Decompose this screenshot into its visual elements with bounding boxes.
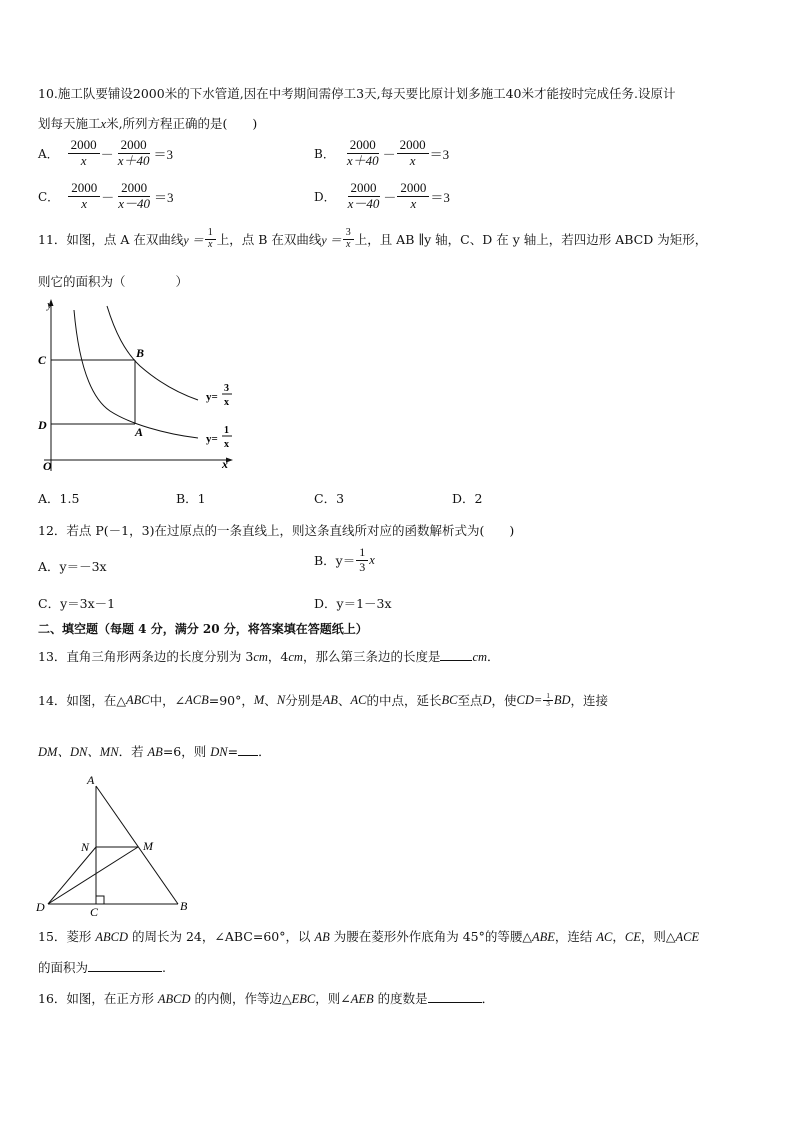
rhs: ＝3 — [153, 189, 174, 205]
q14-label-n: N — [81, 840, 90, 854]
q14-text: ． — [258, 744, 271, 759]
frac-num: 2000 — [118, 138, 150, 154]
q11-line1 — [38, 228, 707, 250]
q14-line1 — [38, 691, 608, 709]
q15-text: 15．菱形 — [38, 929, 96, 944]
q16-text: ． — [481, 991, 495, 1006]
frac-num: 2000 — [118, 181, 150, 197]
q14-label-a: A — [87, 773, 95, 787]
q10-line2-text-a: 划每天施工 — [38, 116, 101, 131]
q13-text-a: 13．直角三角形两条边的长度分别为 3 — [38, 649, 254, 664]
q16-text: 16．如图，在正方形 — [38, 991, 158, 1006]
q11-text-a: 11．如图，点 A 在双曲线 — [38, 232, 184, 247]
frac-num: 1 — [205, 228, 216, 240]
q15-triangle-ace: ACE — [675, 930, 700, 944]
frac-den: x — [409, 152, 416, 168]
q10-var-x: x — [100, 117, 107, 131]
q12-option-a[interactable]: A．y＝－3x — [38, 559, 107, 574]
q14-line2 — [38, 742, 271, 760]
frac-num: 2000 — [347, 138, 379, 154]
frac-num: 1 — [356, 546, 368, 561]
q14-label-c: C — [90, 905, 99, 919]
frac-den: x＋40 — [117, 152, 150, 168]
q12-option-d[interactable]: D．y＝1－3x — [314, 596, 392, 611]
q14-point-d: D — [482, 692, 492, 707]
q13-answer-blank[interactable] — [440, 648, 472, 661]
q13-text-d: ． — [487, 649, 500, 664]
q15-text: 的面积为 — [38, 960, 89, 975]
q14-segment-ab — [96, 786, 178, 904]
q10-line2 — [38, 114, 257, 132]
q11-curve2-lhs: y= — [206, 433, 218, 445]
q11-curve2-den: x — [224, 439, 229, 450]
frac-num: 3 — [343, 228, 354, 240]
frac-num: 2000 — [68, 138, 100, 154]
frac-num: 2000 — [397, 181, 429, 197]
q14-segment-dm — [48, 847, 138, 904]
q11-y2-lhs: y ＝ — [321, 232, 342, 247]
option-label: A． — [38, 146, 59, 161]
frac-den: x — [207, 238, 213, 250]
q11-line2: 则它的面积为（ ） — [38, 274, 189, 289]
q11-figure — [30, 296, 250, 476]
q15-text: . — [162, 960, 166, 975]
q13-unit-1: cm — [253, 650, 268, 664]
q14-segment-ac: AC — [350, 692, 367, 707]
q13-unit-2: cm — [288, 650, 303, 664]
q11-label-y: y — [47, 299, 52, 311]
q14-separator: 、 — [264, 693, 277, 708]
q10-line2-text-b: 米,所列方程正确的是( ) — [106, 116, 258, 131]
q11-text-c: 上，且 AB ∥y 轴，C、D 在 y 轴上，若四边形 ABCD 为矩形， — [354, 232, 708, 247]
q14-answer-blank[interactable] — [238, 743, 258, 756]
q11-y1-lhs: y ＝ — [183, 232, 204, 247]
option-label: C． — [38, 189, 60, 204]
q16-answer-blank[interactable] — [428, 990, 482, 1003]
q15-text: ，连结 — [554, 929, 597, 944]
q10-option-b[interactable]: B． $\frac{2000}{x+40}$ － $\frac{2000}{x}$ ＝3 — [314, 137, 450, 168]
q14-segment-ab: AB — [147, 745, 163, 759]
q11-label-c: C — [38, 353, 47, 367]
q13-text-c: ，那么第三条边的长度是 — [302, 649, 441, 664]
q15-triangle-abe: ABE — [531, 930, 555, 944]
q11-curve2-num: 1 — [224, 425, 229, 436]
q10-option-d[interactable]: D． $\frac{2000}{x-40}$ － $\frac{2000}{x}$ ＝3 — [314, 180, 450, 211]
q16-angle-aeb: AEB — [350, 992, 374, 1006]
q14-segment-dn — [48, 847, 96, 904]
option-label: D． — [314, 189, 336, 204]
q11-option-b[interactable]: B．1 — [176, 491, 206, 506]
q14-right-angle-mark — [96, 896, 104, 904]
q11-label-o: O — [43, 459, 52, 473]
q14-segment-dn: DN — [210, 745, 228, 759]
q15-rhombus-name: ABCD — [95, 930, 129, 944]
q14-text: ．若 — [118, 744, 148, 759]
rhs: ＝3 — [429, 146, 450, 162]
q14-segment-bd: BD — [553, 692, 571, 707]
q10-option-c[interactable]: C． $\frac{2000}{x}$ － $\frac{2000}{x-40}$ ＝3 — [38, 180, 174, 211]
q11-curve1-den: x — [224, 397, 229, 408]
section-heading-fill-in: 二、填空题（每题 4 分，满分 20 分，将答案填在答题纸上） — [38, 622, 368, 636]
q11-curve-1-over-x — [74, 310, 198, 438]
frac-den: x－40 — [347, 195, 380, 211]
frac-den: 3 — [546, 699, 550, 708]
q15-text: ，则△ — [640, 929, 676, 944]
q14-label-b: B — [180, 899, 188, 913]
frac-num: 2000 — [68, 181, 100, 197]
frac-num: 1 — [543, 693, 553, 701]
q13-text — [38, 647, 500, 665]
option-label: B．y＝ — [314, 553, 356, 569]
q14-text: 中，∠ — [149, 693, 186, 708]
q15-line1 — [38, 927, 699, 945]
q15-segment-ce: CE — [624, 930, 641, 944]
q14-point-m: M — [253, 692, 265, 707]
q11-label-b: B — [136, 346, 145, 360]
q14-text: =90°， — [208, 693, 254, 708]
q16-text: ，则∠ — [315, 991, 351, 1006]
q11-text-b: 上，点 B 在双曲线 — [216, 232, 322, 247]
q15-text: 为腰在菱形外作底角为 45°的等腰△ — [329, 929, 532, 944]
q10-option-a[interactable]: A． $\frac{2000}{x}$ － $\frac{2000}{x+40}$ ＝3 — [38, 137, 173, 168]
frac-den: x＋40 — [346, 152, 379, 168]
q11-option-a[interactable]: A．1.5 — [38, 491, 80, 506]
q12-var-x: x — [369, 552, 375, 567]
q14-text: 的中点，延长 — [366, 693, 442, 708]
q13-unit-3: cm — [472, 650, 488, 664]
frac-den: 3 — [359, 559, 366, 574]
q11-label-x: x — [222, 457, 228, 471]
q14-angle-name: ACB — [185, 692, 209, 707]
q11-option-c[interactable]: C．3 — [314, 491, 345, 506]
q10-line1: 10.施工队要铺设2000米的下水管道,因在中考期间需停工3天,每天要比原计划多施工40米才能按时完成任务.设原计 — [38, 86, 676, 101]
q14-text: 14．如图，在△ — [38, 693, 127, 708]
frac-den: x — [81, 195, 88, 211]
q12-option-c[interactable]: C．y＝3x－1 — [38, 596, 116, 611]
option-label: B． — [314, 146, 335, 161]
q15-answer-blank[interactable] — [88, 959, 162, 972]
q14-cd-eq: CD= — [516, 692, 543, 707]
q14-text: = — [227, 744, 239, 759]
q15-segment-ac: AC — [596, 930, 613, 944]
q11-label-d: D — [38, 418, 47, 432]
rhs: ＝3 — [153, 146, 173, 162]
q14-text: =6，则 — [162, 744, 211, 759]
rhs: ＝3 — [430, 189, 450, 205]
frac-den: x — [80, 152, 87, 168]
q14-segment-ab: AB — [322, 692, 338, 707]
q11-curve-3-over-x — [107, 306, 198, 400]
q14-segments-list: DM、DN、MN — [38, 745, 119, 759]
q11-label-a: A — [135, 425, 144, 439]
q13-text-b: ，4 — [267, 649, 289, 664]
q14-figure — [30, 770, 200, 920]
q14-triangle-name: ABC — [126, 692, 150, 707]
q15-segment-ab: AB — [314, 930, 330, 944]
q16-text: 的度数是 — [373, 991, 428, 1006]
frac-den: x — [410, 195, 417, 211]
q12-option-b[interactable] — [314, 546, 375, 575]
q11-curve1-num: 3 — [224, 383, 229, 394]
q14-text: ，使 — [491, 693, 517, 708]
q14-point-n: N — [276, 692, 286, 707]
frac-den: x — [345, 238, 351, 250]
q15-text: 的周长为 24，∠ABC=60°，以 — [128, 929, 315, 944]
q14-separator: 、 — [337, 693, 351, 708]
q14-segment-bc: BC — [441, 692, 458, 707]
q14-label-d: D — [36, 900, 45, 914]
q12-text: 12．若点 P(－1，3)在过原点的一条直线上，则这条直线所对应的函数解析式为( ) — [38, 523, 515, 538]
q16-triangle-ebc: EBC — [291, 992, 316, 1006]
q11-option-d[interactable]: D．2 — [452, 491, 483, 506]
q14-text: 至点 — [457, 693, 483, 708]
q11-curve1-lhs: y= — [206, 391, 218, 403]
q14-label-m: M — [143, 839, 153, 853]
frac-num: 2000 — [348, 181, 380, 197]
frac-num: 2000 — [397, 138, 429, 154]
q16-text — [38, 989, 494, 1007]
q14-text: 分别是 — [285, 693, 323, 708]
q15-text: ， — [612, 929, 625, 944]
q15-line2 — [38, 958, 166, 976]
q16-text: 的内侧，作等边△ — [190, 991, 292, 1006]
q16-square-name: ABCD — [157, 992, 191, 1006]
q14-text: ，连接 — [570, 693, 609, 708]
frac-den: x－40 — [118, 195, 150, 211]
